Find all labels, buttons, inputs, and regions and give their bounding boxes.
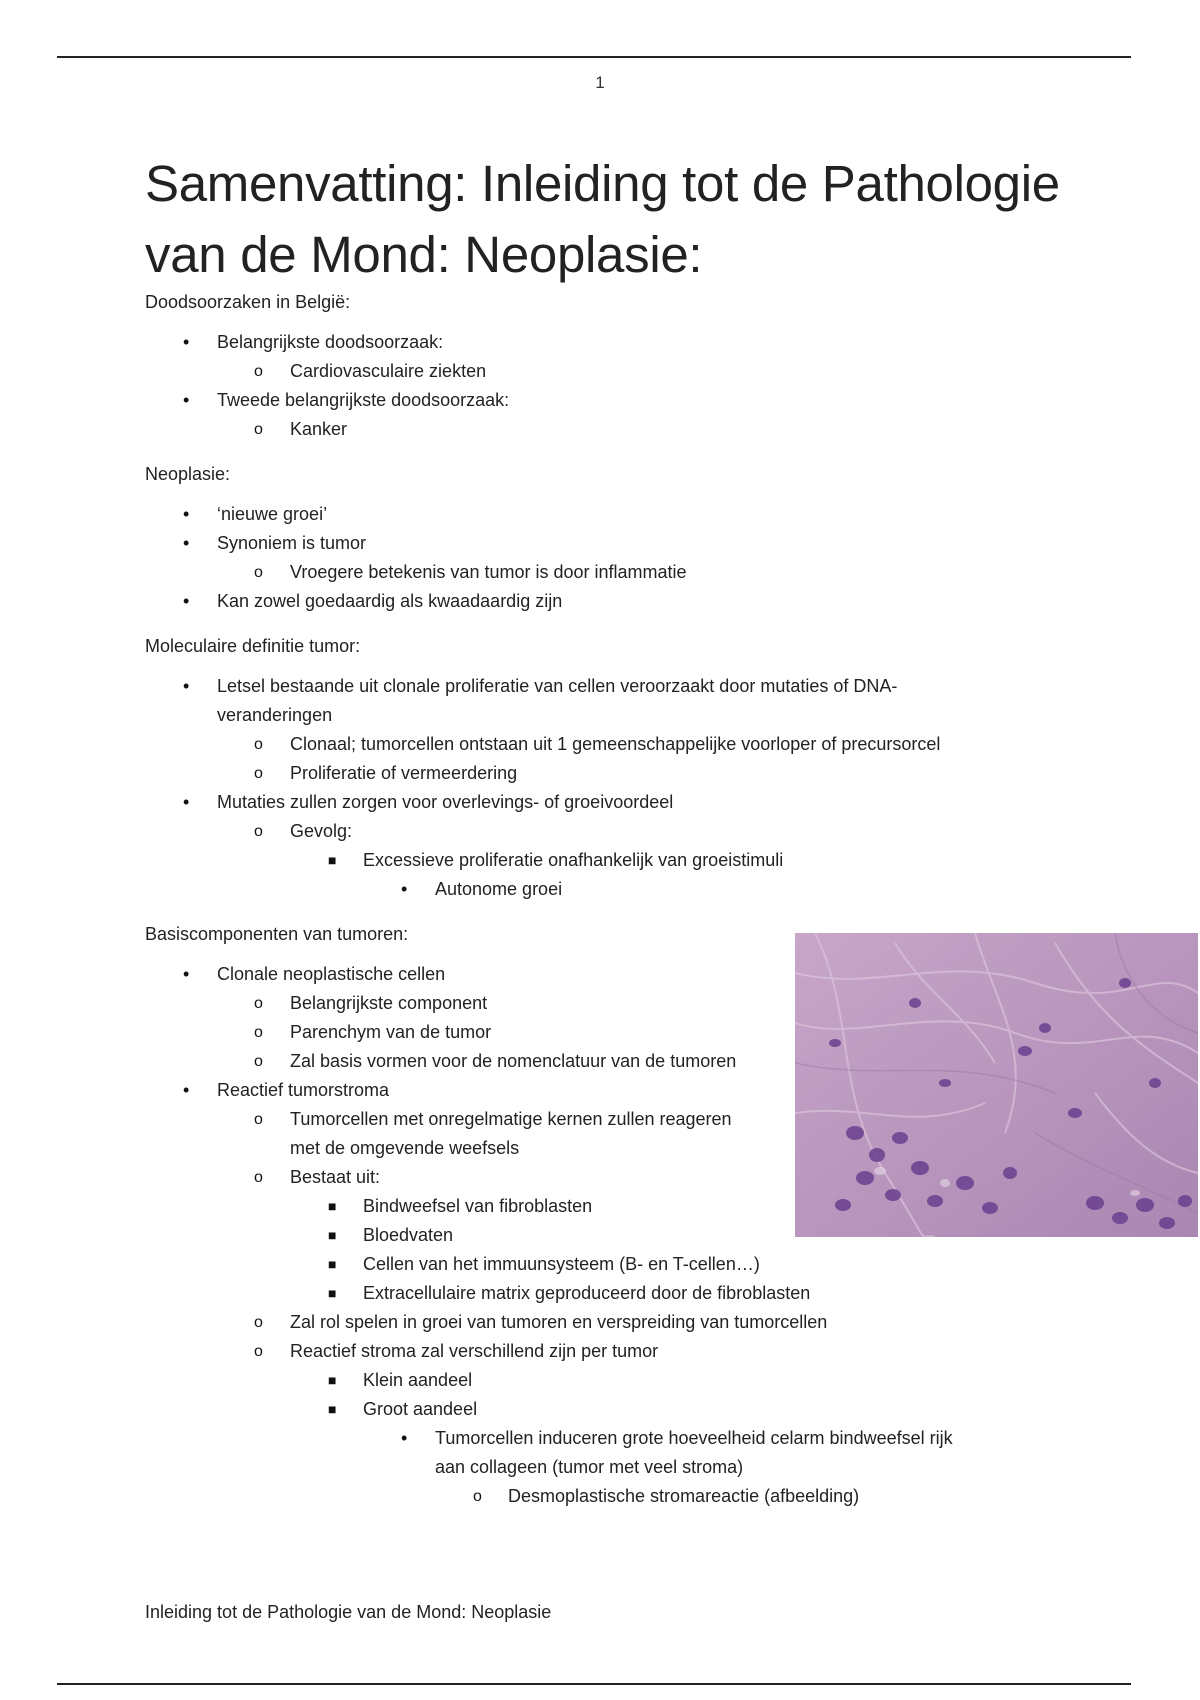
list-item: o Proliferatie of vermeerdering — [254, 763, 518, 783]
list-item-continuation: met de omgevende weefsels — [290, 1138, 520, 1158]
list-item: • Tumorcellen induceren grote hoeveelheid celarm bindweefsel rijk — [401, 1428, 953, 1448]
page-number: 1 — [595, 73, 605, 92]
list-item: o Parenchym van de tumor — [254, 1022, 492, 1042]
list-item: ■ Cellen van het immuunsysteem (B- en T-cellen…) — [328, 1254, 760, 1274]
list-item: • Tweede belangrijkste doodsoorzaak: — [183, 390, 510, 410]
list-item: ■ Bindweefsel van fibroblasten — [328, 1196, 593, 1216]
list-item: • Reactief tumorstroma — [183, 1080, 390, 1100]
list-item: • Kan zowel goedaardig als kwaadaardig zijn — [183, 591, 563, 611]
section-heading-neoplasie: Neoplasie: — [145, 464, 231, 484]
list-item-continuation: veranderingen — [217, 705, 333, 725]
list-item: • Letsel bestaande uit clonale proliferatie van cellen veroorzaakt door mutaties of DNA- — [183, 676, 898, 696]
list-item: o Belangrijkste component — [254, 993, 488, 1013]
header-rule — [57, 56, 1131, 58]
footer-text: Inleiding tot de Pathologie van de Mond: Neoplasie — [145, 1602, 552, 1622]
desmoplastic-stroma-micrograph — [795, 933, 1198, 1237]
list-item: o Vroegere betekenis van tumor is door inflammatie — [254, 562, 687, 582]
list-item: ■ Groot aandeel — [328, 1399, 478, 1419]
list-item: o Clonaal; tumorcellen ontstaan uit 1 gemeenschappelijke voorloper of precursorcel — [254, 734, 941, 754]
list-item: o Gevolg: — [254, 821, 353, 841]
page-title: Samenvatting: Inleiding tot de Pathologie van de Mond: Neoplasie: — [145, 155, 1060, 283]
section-heading-doodsoorzaken: Doodsoorzaken in België: — [145, 292, 351, 312]
document-body — [145, 148, 1075, 1511]
footer-rule — [57, 1683, 1131, 1685]
list-item: o Desmoplastische stromareactie (afbeelding) — [473, 1486, 860, 1506]
list-item: o Cardiovasculaire ziekten — [254, 361, 487, 381]
histology-image — [795, 933, 1198, 1237]
list-neoplasie — [145, 500, 1075, 616]
list-item-continuation: aan collageen (tumor met veel stroma) — [435, 1457, 744, 1477]
list-item: • ‘nieuwe groei’ — [183, 504, 328, 524]
list-item: ■ Excessieve proliferatie onafhankelijk van groeistimuli — [328, 850, 784, 870]
list-item: ■ Klein aandeel — [328, 1370, 473, 1390]
list-item: o Zal basis vormen voor de nomenclatuur van de tumoren — [254, 1051, 737, 1071]
list-item: • Belangrijkste doodsoorzaak: — [183, 332, 444, 352]
list-item: • Mutaties zullen zorgen voor overlevings- of groeivoordeel — [183, 792, 674, 812]
list-item: • Synoniem is tumor — [183, 533, 367, 553]
list-item: ■ Extracellulaire matrix geproduceerd door de fibroblasten — [328, 1283, 811, 1303]
section-heading-basis: Basiscomponenten van tumoren: — [145, 924, 409, 944]
list-item: o Zal rol spelen in groei van tumoren en verspreiding van tumorcellen — [254, 1312, 828, 1332]
section-heading-moleculair: Moleculaire definitie tumor: — [145, 636, 361, 656]
list-doodsoorzaken — [145, 328, 1075, 444]
list-item: • Clonale neoplastische cellen — [183, 964, 446, 984]
list-item: o Kanker — [254, 419, 348, 439]
list-item: o Bestaat uit: — [254, 1167, 381, 1187]
list-item: o Tumorcellen met onregelmatige kernen zullen reageren — [254, 1109, 732, 1129]
list-item: • Autonome groei — [401, 879, 563, 899]
list-moleculair — [145, 672, 1075, 904]
list-item: o Reactief stroma zal verschillend zijn per tumor — [254, 1341, 659, 1361]
list-item: ■ Bloedvaten — [328, 1225, 454, 1245]
